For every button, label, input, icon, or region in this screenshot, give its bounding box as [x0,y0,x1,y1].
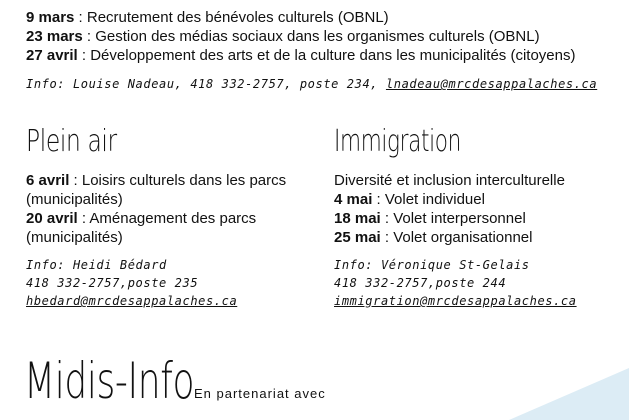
section-title-immigration: Immigration [334,124,461,159]
event-text: : Loisirs culturels dans les parcs [69,172,287,189]
info-phone: 418 332-2757,poste 235 [26,276,199,290]
plein-air-events [26,171,286,247]
info-name: Info: Véronique St-Gelais [334,258,530,272]
info-contact-plein-air [26,256,237,310]
email-link[interactable]: hbedard@mrcdesappalaches.ca [26,294,238,308]
info-phone: 418 332-2757,poste 244 [334,276,507,290]
email-link[interactable]: lnadeau@mrcdesappalaches.ca [385,77,598,91]
info-contact-text: Info: Louise Nadeau, 418 332-2757, poste 234, [26,77,386,91]
info-name: Info: Heidi Bédard [26,258,167,272]
event-date: 9 mars [26,9,75,26]
event-text: : Aménagement des parcs [77,210,257,227]
immigration-events [334,171,565,247]
footer-title: Midis-Info [24,352,195,410]
event-date: 6 avril [26,172,70,189]
section-title-plein-air: Plein air [26,124,117,159]
event-date: 23 mars [26,28,83,45]
event-text: : Volet organisationnel [380,229,533,246]
event-date: 20 avril [26,210,78,227]
event-line [334,228,565,247]
info-contact-top [26,75,597,93]
section-intro: Diversité et inclusion interculturelle [334,172,565,189]
event-text: : Volet individuel [372,191,485,208]
partner-label: En partenariat avec [194,386,326,401]
email-link[interactable]: immigration@mrcdesappalaches.ca [334,294,577,308]
event-text: : Gestion des médias sociaux dans les organismes culturels (OBNL) [82,28,540,45]
event-line [26,27,540,47]
event-date: 27 avril [26,47,78,64]
event-text: : Développement des arts et de la culture dans les municipalités (citoyens) [77,47,576,64]
event-line [26,8,389,28]
event-line [26,209,286,228]
event-line [26,46,575,66]
info-contact-immigration [334,256,577,310]
event-continuation: (municipalités) [26,191,123,208]
event-date: 18 mai [334,210,381,227]
decorative-corner-shape [509,368,629,420]
event-line [334,209,565,228]
event-date: 25 mai [334,229,381,246]
event-line [334,190,565,209]
event-text: : Volet interpersonnel [380,210,526,227]
event-line [26,171,286,190]
event-continuation: (municipalités) [26,229,123,246]
event-text: : Recrutement des bénévoles culturels (OBNL) [74,9,389,26]
event-date: 4 mai [334,191,373,208]
